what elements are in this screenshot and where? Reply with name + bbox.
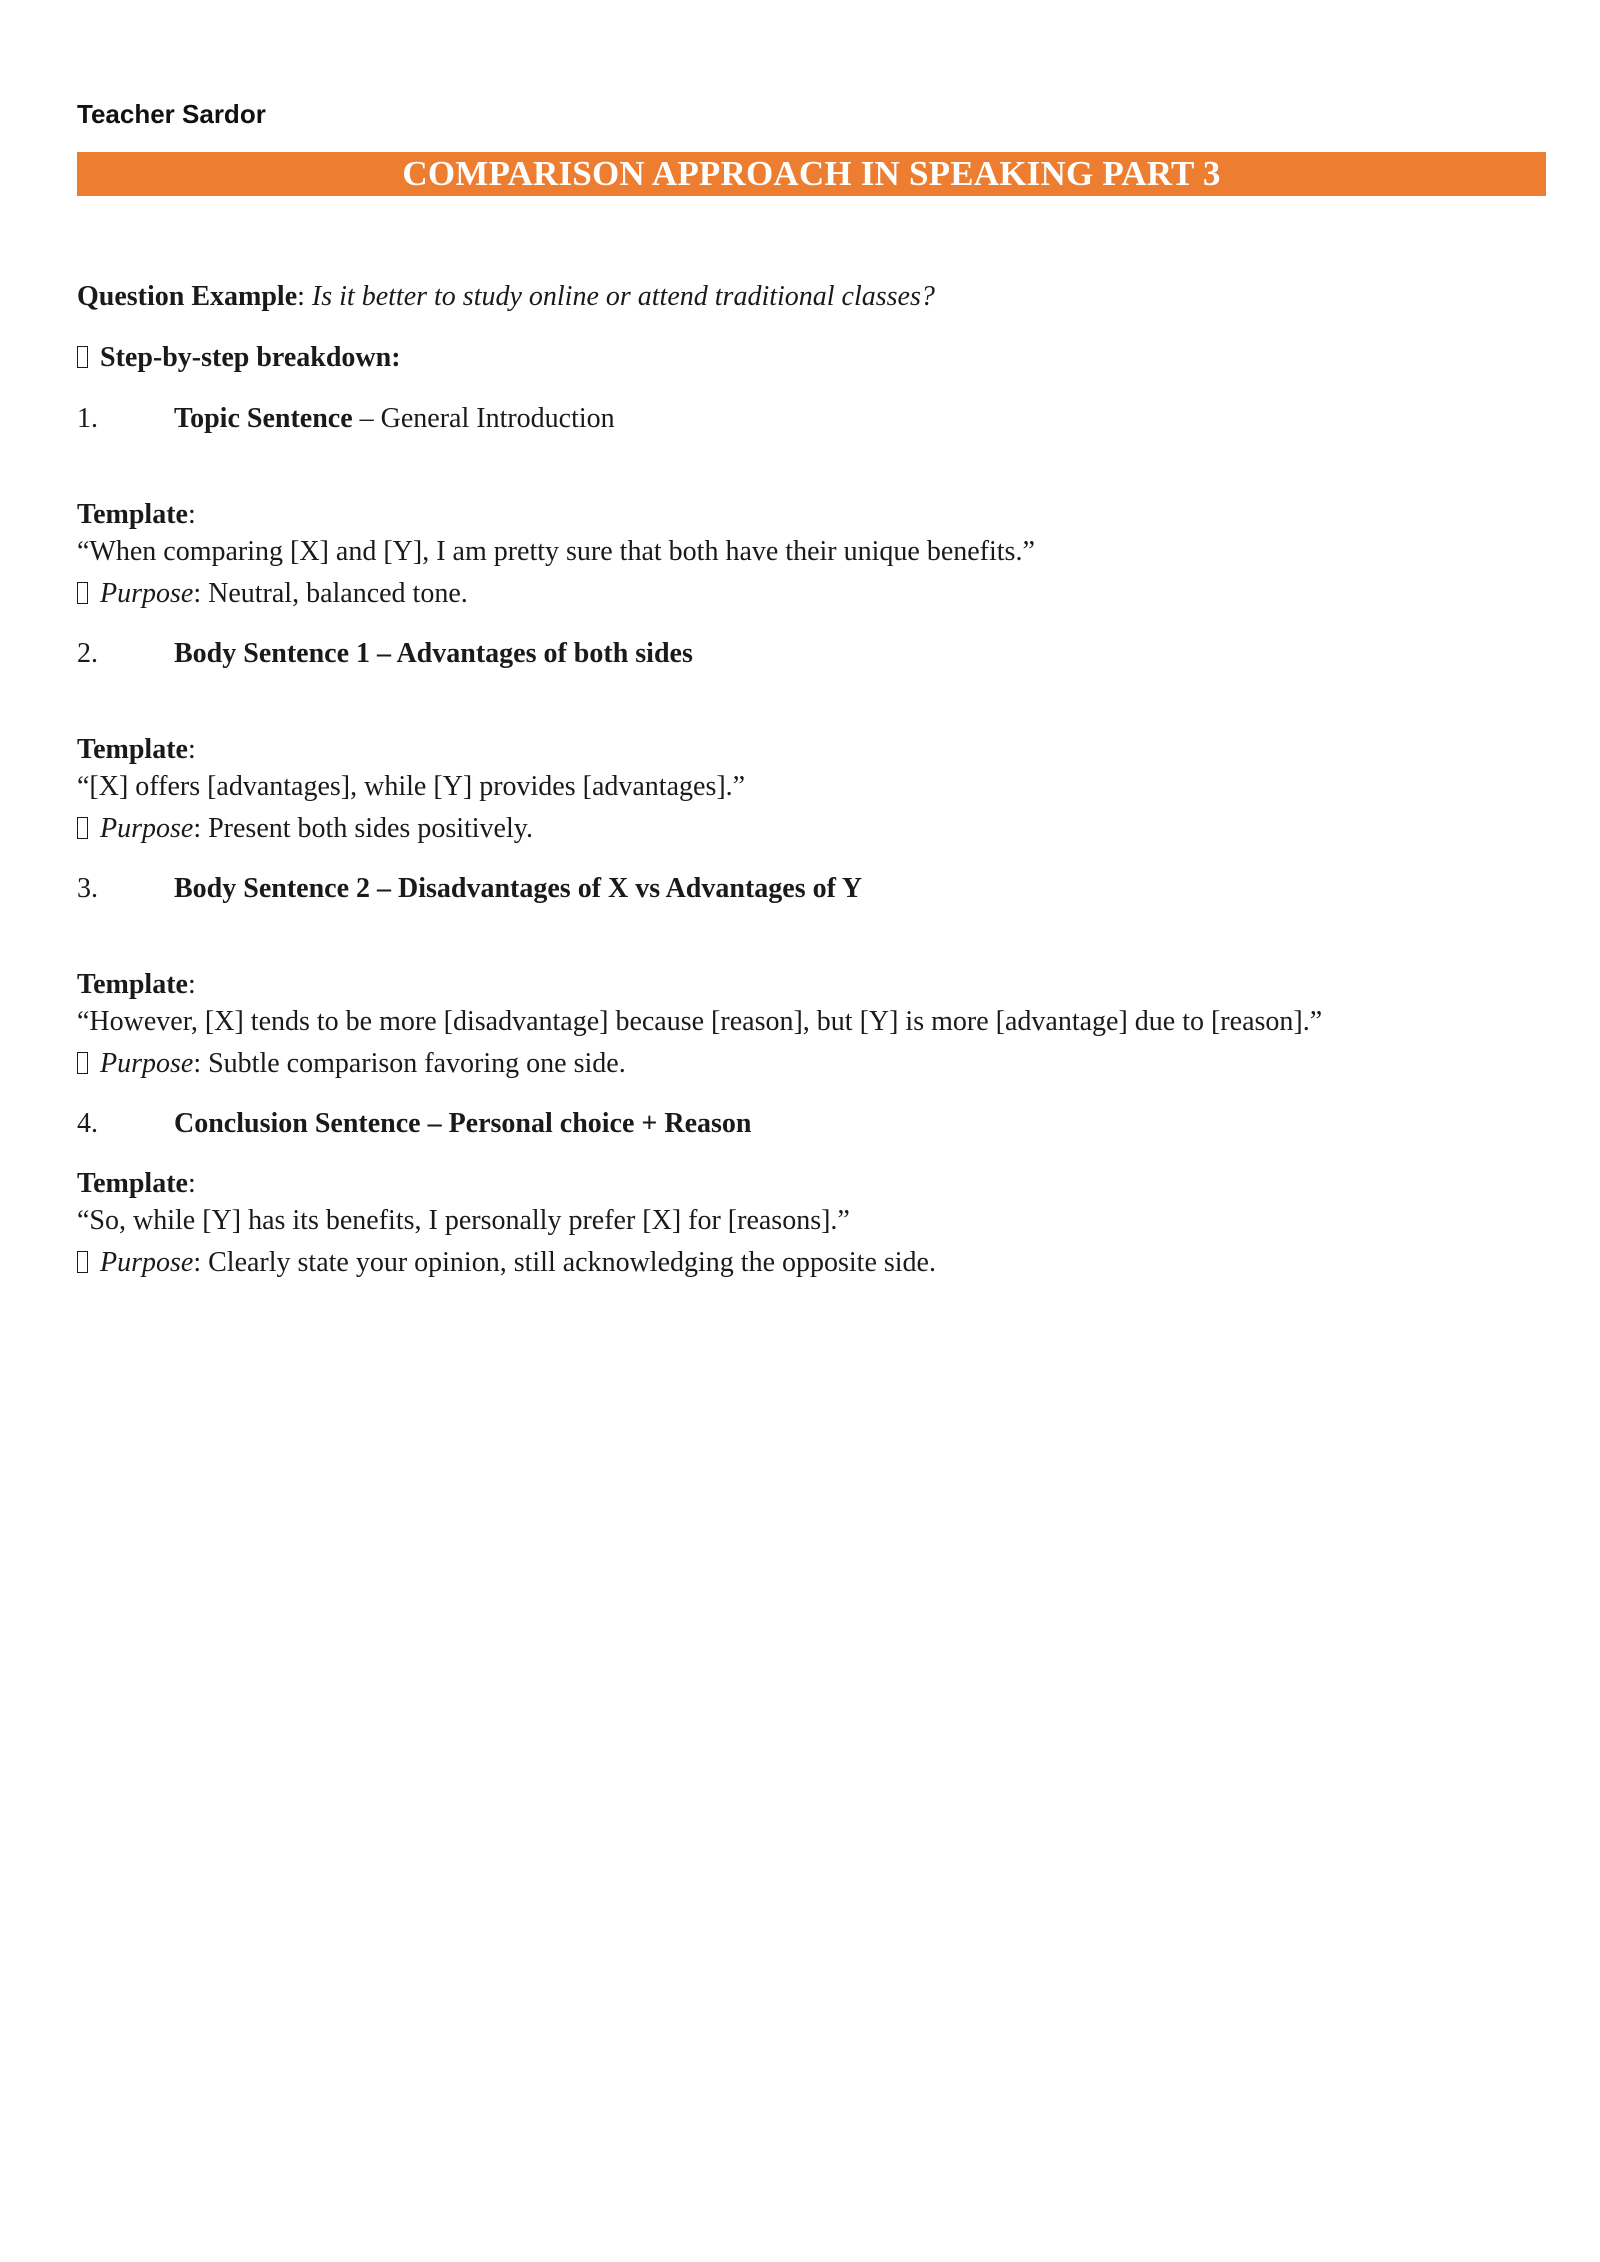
- question-colon: :: [297, 281, 305, 312]
- purpose-label: Purpose: [100, 1048, 194, 1079]
- question-example: [77, 279, 935, 315]
- title-banner: [77, 152, 1546, 196]
- purpose-label: Purpose: [100, 578, 194, 609]
- step-3-template: “However, [X] tends to be more [disadvantage] because [reason], but [Y] is more [advantage] due to [reason].”: [77, 1006, 1323, 1037]
- step-1-heading: [77, 401, 615, 437]
- step-3-purpose: [77, 1046, 626, 1082]
- document-title: COMPARISON APPROACH IN SPEAKING PART 3: [402, 154, 1221, 193]
- purpose-text: : Present both sides positively.: [193, 813, 533, 844]
- step-title: Body Sentence 2 – Disadvantages of X vs Advantages of Y: [174, 873, 863, 904]
- missing-glyph-box-icon: [77, 817, 88, 839]
- purpose-text: : Neutral, balanced tone.: [193, 578, 468, 609]
- step-title: Body Sentence 1 – Advantages of both sides: [174, 638, 693, 669]
- purpose-label: Purpose: [100, 1247, 194, 1278]
- step-2-template: “[X] offers [advantages], while [Y] provides [advantages].”: [77, 771, 746, 802]
- template-label: Template: [77, 734, 188, 765]
- template-label: Template: [77, 1168, 188, 1199]
- template-label: Template: [77, 969, 188, 1000]
- step-4-template-label-line: [77, 1166, 196, 1202]
- missing-glyph-box-icon: [77, 582, 88, 604]
- step-title: Topic Sentence: [174, 403, 353, 434]
- question-text: Is it better to study online or attend traditional classes?: [311, 281, 935, 312]
- template-colon: :: [187, 969, 196, 1000]
- step-number: 1.: [77, 403, 98, 434]
- purpose-label: Purpose: [100, 813, 194, 844]
- step-4-purpose: [77, 1245, 936, 1281]
- step-title-rest: – General Introduction: [352, 403, 615, 434]
- question-label: Question Example: [77, 281, 298, 312]
- step-4-template: “So, while [Y] has its benefits, I personally prefer [X] for [reasons].”: [77, 1205, 850, 1236]
- step-3-template-label-line: [77, 967, 196, 1003]
- step-3-heading: [77, 871, 862, 907]
- step-1-template-label-line: [77, 497, 196, 533]
- template-colon: :: [187, 1168, 196, 1199]
- template-label: Template: [77, 499, 188, 530]
- purpose-text: : Clearly state your opinion, still acknowledging the opposite side.: [193, 1247, 936, 1278]
- step-4-heading: [77, 1106, 752, 1142]
- author-name: Teacher Sardor: [77, 99, 266, 129]
- step-1-template: “When comparing [X] and [Y], I am pretty sure that both have their unique benefits.”: [77, 536, 1035, 567]
- purpose-text: : Subtle comparison favoring one side.: [193, 1048, 626, 1079]
- template-colon: :: [187, 499, 196, 530]
- step-number: 3.: [77, 873, 98, 904]
- missing-glyph-box-icon: [77, 1052, 88, 1074]
- template-colon: :: [187, 734, 196, 765]
- step-number: 2.: [77, 638, 98, 669]
- missing-glyph-box-icon: [77, 1251, 88, 1273]
- step-1-purpose: [77, 576, 468, 612]
- step-2-heading: [77, 636, 693, 672]
- step-2-template-label-line: [77, 732, 196, 768]
- breakdown-heading-text: Step-by-step breakdown:: [100, 342, 401, 373]
- step-2-purpose: [77, 811, 533, 847]
- step-number: 4.: [77, 1108, 98, 1139]
- missing-glyph-box-icon: [77, 346, 88, 368]
- breakdown-heading: [77, 340, 401, 376]
- step-title: Conclusion Sentence – Personal choice + Reason: [174, 1108, 752, 1139]
